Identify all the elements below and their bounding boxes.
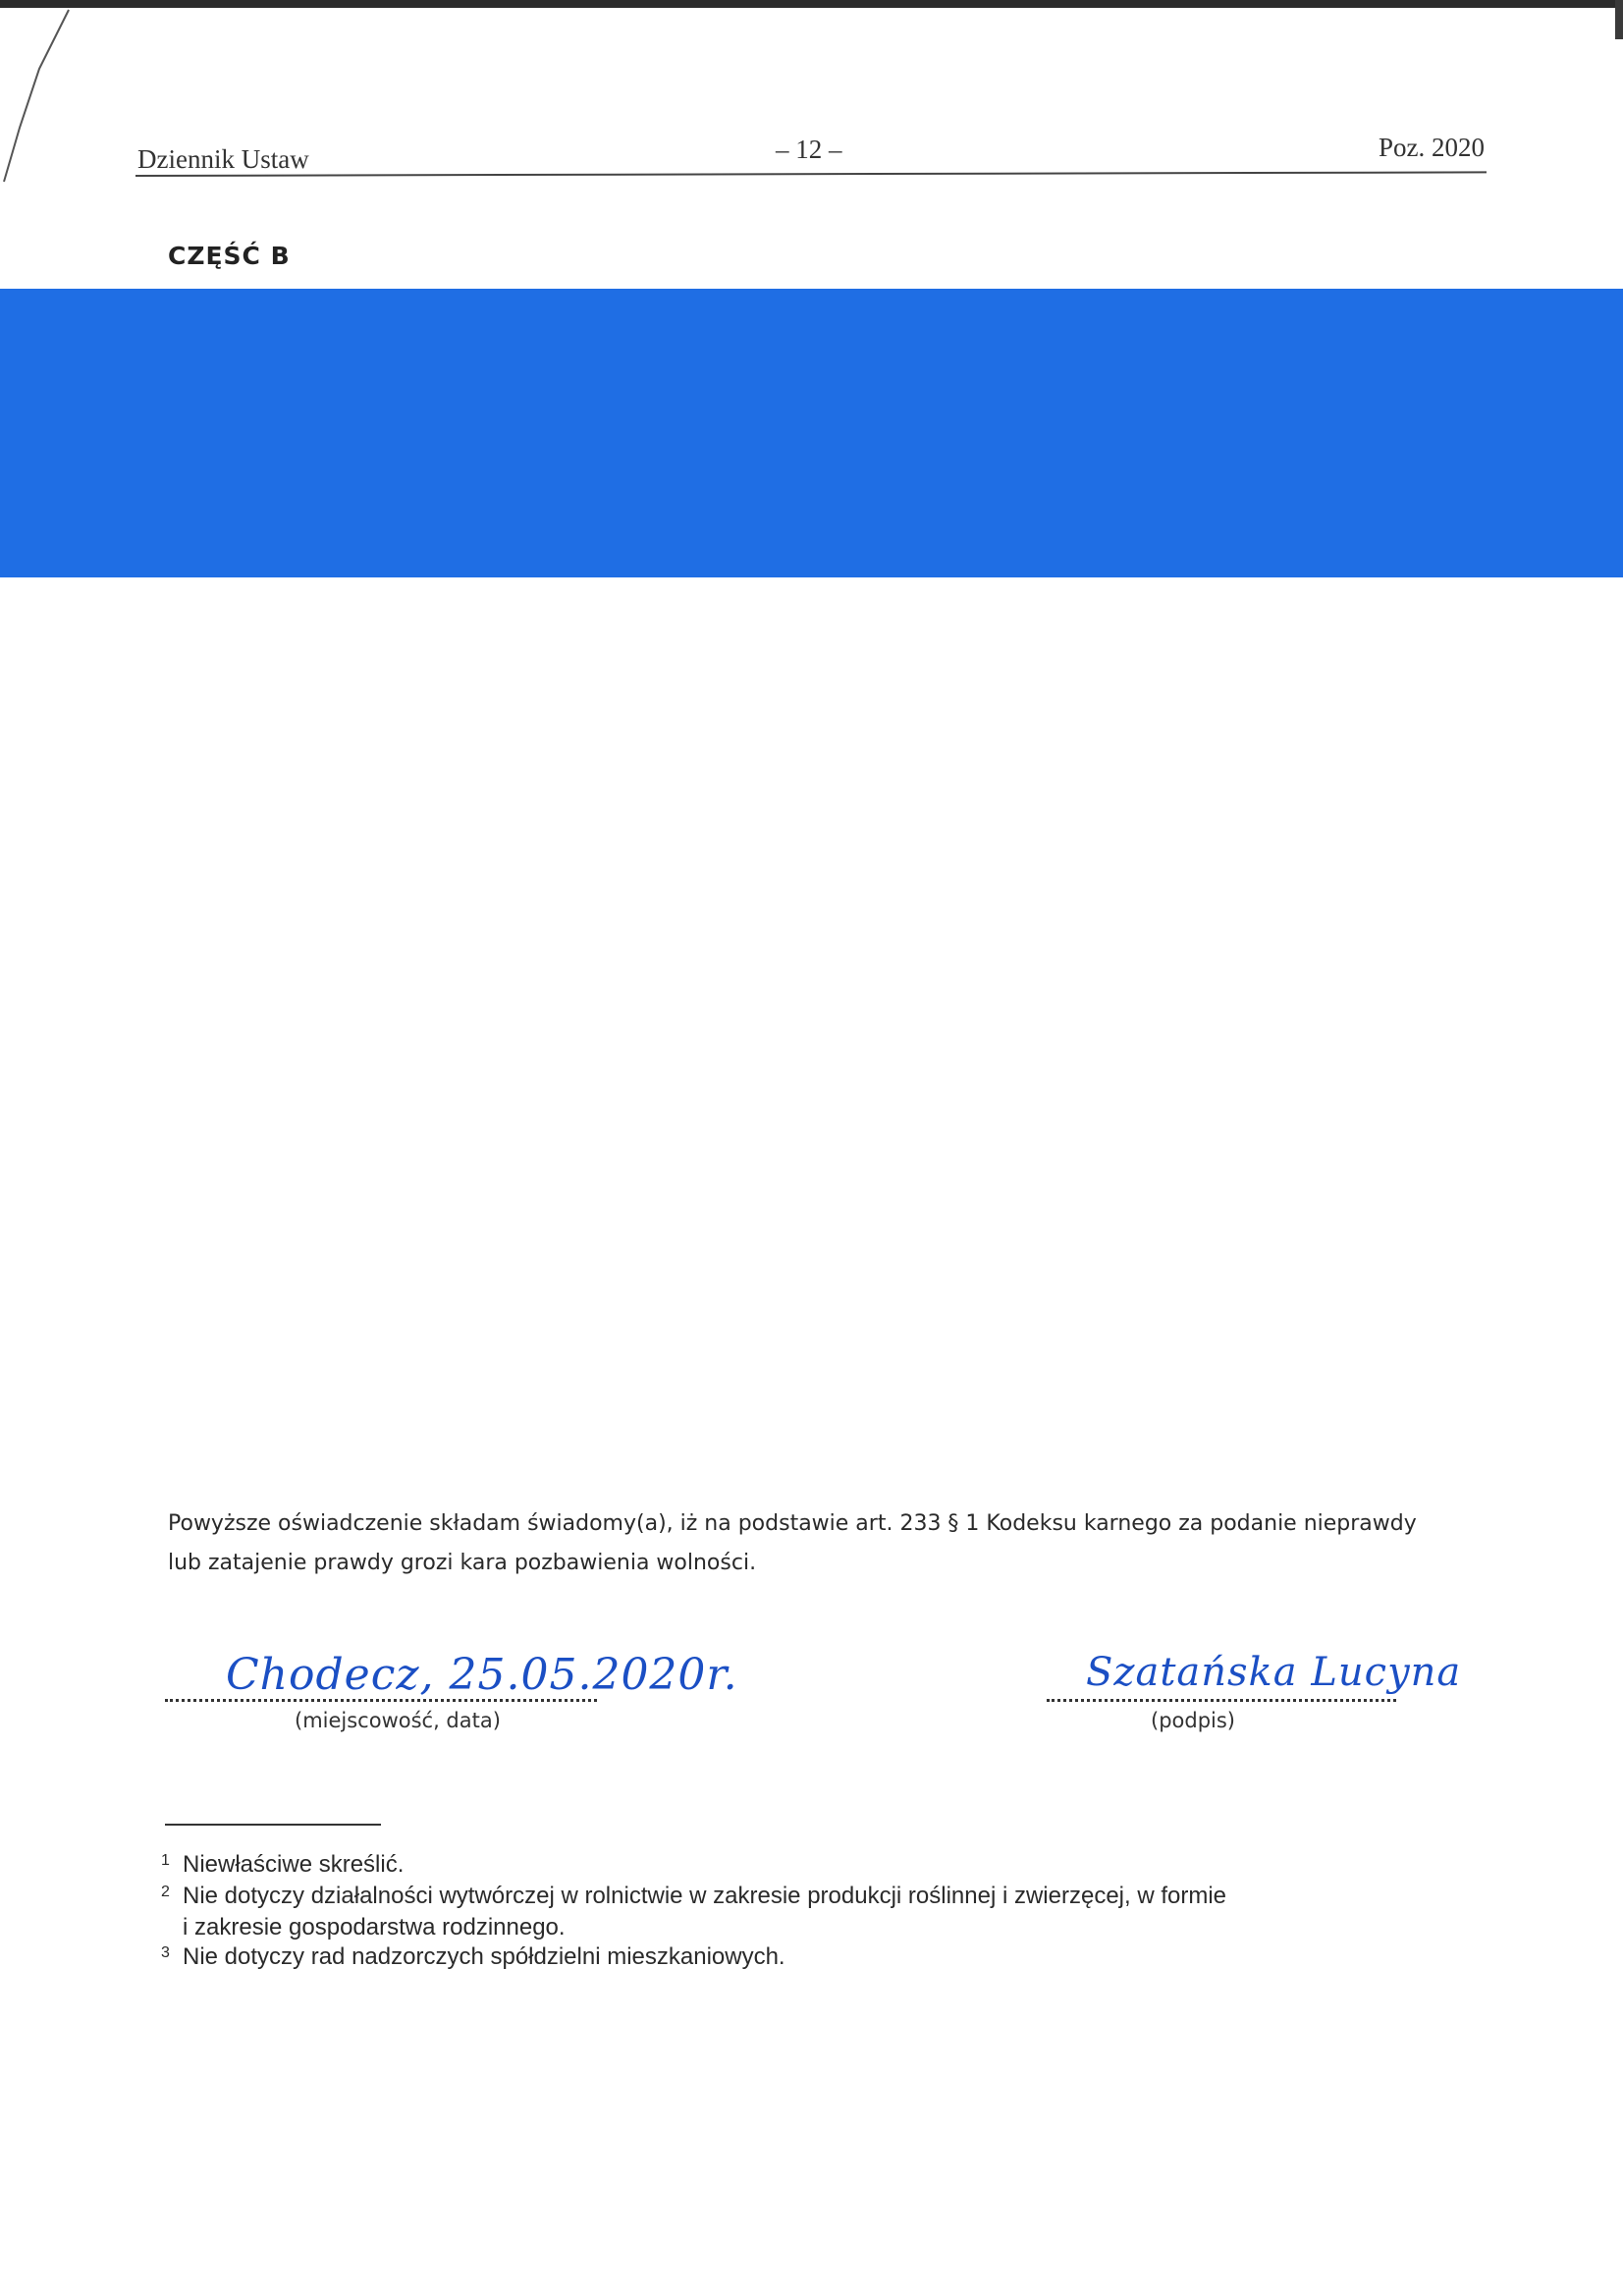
- redaction-block: [0, 289, 1623, 577]
- page-header: [135, 128, 1487, 177]
- footnote-2-continuation: i zakresie gospodarstwa rodzinnego.: [183, 1914, 566, 1941]
- footnote-marker: 1: [161, 1852, 170, 1869]
- position-number: Poz. 2020: [1379, 133, 1485, 162]
- footnote-text: Nie dotyczy działalności wytwórczej w rolnictwie w zakresie produkcji roślinnej i zwierzęcej, w formie: [183, 1883, 1227, 1909]
- signature-caption: (podpis): [1151, 1709, 1235, 1732]
- footnote-1: [161, 1850, 1457, 1880]
- handwritten-signature: Szatańska Lucyna: [1086, 1650, 1462, 1695]
- section-title: CZĘŚĆ B: [168, 242, 291, 270]
- place-date-caption: (miejscowość, data): [295, 1709, 501, 1732]
- footnote-marker: 3: [161, 1944, 170, 1961]
- scan-top-edge: [0, 0, 1623, 8]
- dotted-line: [1047, 1699, 1396, 1702]
- journal-name: Dziennik Ustaw: [137, 144, 309, 174]
- scan-right-edge: [1615, 0, 1623, 39]
- page-number: – 12 –: [776, 135, 842, 164]
- footnote-3: [161, 1942, 1457, 1972]
- footnote-text: Nie dotyczy rad nadzorczych spółdzielni mieszkaniowych.: [183, 1943, 785, 1970]
- page-fold-mark: [0, 0, 79, 187]
- footnote-text: Niewłaściwe skreślić.: [183, 1851, 405, 1878]
- footnote-marker: 2: [161, 1884, 170, 1900]
- footnotes: [161, 1850, 1457, 1974]
- declaration-text: [168, 1504, 1454, 1583]
- declaration-line-2: lub zatajenie prawdy grozi kara pozbawienia wolności.: [168, 1551, 757, 1575]
- handwritten-place-date: Chodecz, 25.05.2020r.: [226, 1650, 738, 1700]
- footnote-rule: [165, 1824, 381, 1826]
- dotted-line: [165, 1699, 597, 1702]
- footnote-2: [161, 1882, 1457, 1911]
- declaration-line-1: Powyższe oświadczenie składam świadomy(a), iż na podstawie art. 233 § 1 Kodeksu karnego za podanie nieprawdy: [168, 1511, 1417, 1536]
